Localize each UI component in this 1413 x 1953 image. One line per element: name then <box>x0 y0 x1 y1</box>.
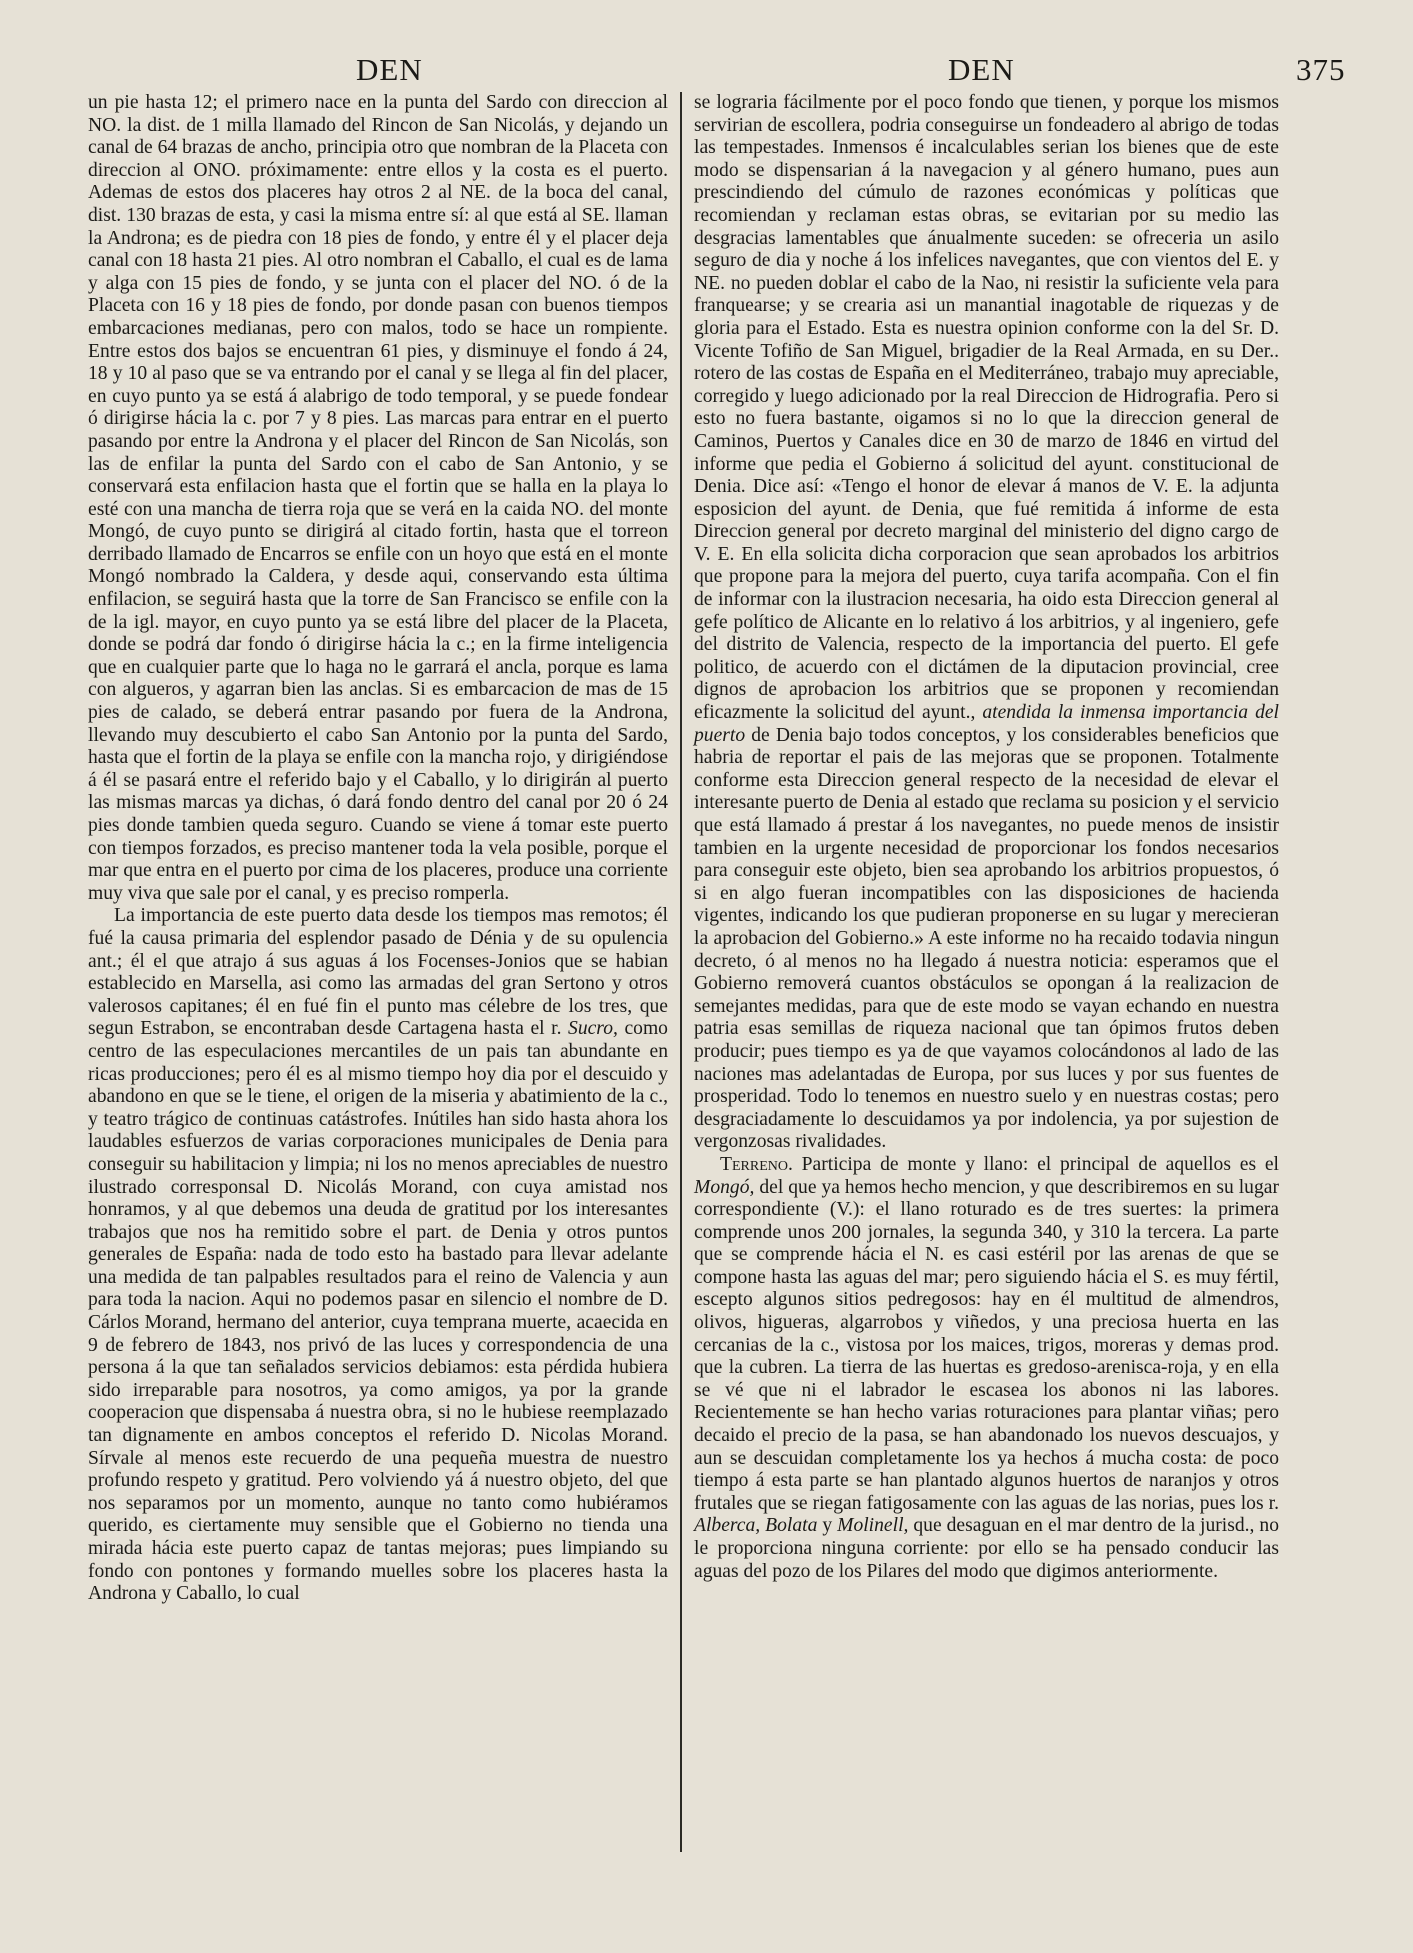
emphasis-text: atendida la inmensa importancia del puerto <box>694 702 1280 746</box>
river-names: Alberca, Bolata <box>694 1515 818 1537</box>
paragraph-text: de Denia bajo todos conceptos, y los considerables beneficios que habria de reportar el pais de las mejoras que se proponen. Totalmente conforme esta Direccion general respecto de la necesidad de elevar el interesante puerto de Denia al estado que reclama su posicion y el servicio que está llamado á prestar á los navegantes, no puede menos de insistir tambien en la urgente necesidad de proporcionar los fondos necesarios para conseguir este objeto, bien sea aprobando los arbitrios propuestos, ó si en algo fueran incompatibles con las disposiciones de hacienda vigentes, indicando los que pudieran proponerse en su lugar y merecieran la aprobacion del Gobierno.» A este informe no ha recaido todavia ningun decreto, ó al menos no ha llegado á nuestra noticia: esperamos que el Gobierno removerá cuantos obstáculos se opongan á la realizacion de semejantes medidas, para que de este modo se vayan echando en nuestra patria esas semillas de riqueza nacional que tan ópimos frutos deben producir; pues tiempo es ya de que vayamos colocándonos al lado de las naciones mas adelantadas de Europa, por sus luces y por sus fuentes de prosperidad. Todo lo tenemos en nuestro suelo y en nuestras costas; pero desgraciadamente lo descuidamos ya por indolencia, ya por sujestion de vergonzosas rivalidades. <box>694 724 1279 1153</box>
paragraph-text: Participa de monte y llano: el principal de aquellos es el <box>792 1153 1279 1175</box>
right-column <box>694 92 1279 1583</box>
paragraph <box>694 92 1279 1154</box>
paragraph-text: y <box>817 1515 838 1537</box>
paragraph-text: se lograria fácilmente por el poco fondo que tienen, y porque los mismos servirian de escollera, podria conseguirse un fondeadero al abrigo de todas las tempestades. Inmensos é incalculables serian los bienes que de este modo se dispensarian á la navegacion y al género humano, pues aun prescindiendo del cúmulo de razones económicas y políticas que recomiendan y reclaman estas obras, se evitarian por su medio las desgracias lamentables que ánualmente suceden: se ofreceria un asilo seguro de dia y noche á los infelices navegantes, que con vientos del E. y NE. no pueden doblar el cabo de la Nao, ni resistir la suficiente vela para franquearse; y se crearia asi un manantial inagotable de riquezas y de gloria para el Estado. Esta es nuestra opinion conforme con la del Sr. D. Vicente Tofiño de San Miguel, brigadier de la Real Armada, en su Der.. rotero de las costas de España en el Mediterráneo, trabajo muy apreciable, corregido y luego adicionado por la real Direccion de Hidrografia. Pero si esto no fuera bastante, oigamos si no lo que la direccion general de Caminos, Puertos y Canales dice en 30 de marzo de 1846 en virtud del informe que pedia el Gobierno á solicitud del ayunt. constitucional de Denia. Dice así: «Tengo el honor de elevar á manos de V. E. la adjunta esposicion del ayunt. de Denia, que fué remitida á informe de esta Direccion general por decreto marginal del ministerio del digno cargo de V. E. En ella solicita dicha corporacion que sean aprobados los arbitrios que propone para la mejora del puerto, cuya tarifa acompaña. Con el fin de informar con la ilustracion necesaria, ha oido esta Direccion general al gefe político de Alicante en lo relativo á los arbitrios, y al ingeniero, gefe del distrito de Valencia, respecto de la importancia del puerto. El gefe politico, de acuerdo con el dictámen de la diputacion provincial, cree dignos de aprobacion los arbitrios que se proponen y recomiendan eficazmente la solicitud del ayunt., <box>694 92 1279 724</box>
paragraph-text: del que ya hemos hecho mencion, y que describiremos en su lugar correspondiente (V.): el llano roturado es de tres suertes: la primera comprende unos 200 jornales, la segunda 340, y 310 la tercera. La parte que se comprende hácia el N. es casi estéril por las arenas de que se compone hasta las aguas del mar; pero siguiendo hácia el S. es muy fértil, escepto algunos sitios pedregosos: hay en él multitud de almendros, olivos, higueras, algarrobos y viñedos, y una preciosa huerta en las cercanias de la c., vistosa por los maices, trigos, moreras y demas prod. que la cubren. La tierra de las huertas es gredoso-arenisca-roja, y en ella se vé que ni el labrador le escasea los abonos ni las labores. Recientemente se han hecho varias roturaciones para plantar viñas; pero decaido el precio de la pasa, se han abandonado los nuevos descuajos, y aun se descuidan completamente los ya hechos á mucha costa: de poco tiempo á esta parte se han plantado algunos huertos de naranjos y otros frutales que se riegan fatigosamente con las aguas de las norias, pues los r. <box>694 1176 1279 1514</box>
mountain-name: Mongó, <box>694 1176 755 1198</box>
running-header-left: DEN <box>356 52 423 87</box>
page-number: 375 <box>1296 52 1346 87</box>
river-name: Molinell, <box>837 1515 909 1537</box>
paragraph <box>88 905 668 1605</box>
column-divider <box>680 92 682 1852</box>
section-heading: Terreno. <box>720 1153 793 1175</box>
paragraph-terreno <box>694 1154 1279 1583</box>
paragraph-text: como centro de las especulaciones mercantiles de un pais tan abundante en ricas producciones; pero él es al mismo tiempo hoy dia por el descuido y abandono en que se le tiene, el origen de la miseria y abatimiento de la c., y teatro trágico de continuas catástrofes. Inútiles han sido hasta ahora los laudables esfuerzos de varias corporaciones municipales de Denia para conseguir su habilitacion y limpia; ni los no menos apreciables de nuestro ilustrado corresponsal D. Nicolás Morand, con cuya amistad nos honramos, y al que debemos una deuda de gratitud por los interesantes trabajos que nos ha remitido sobre el part. de Denia y otros puntos generales de España: nada de todo esto ha bastado para llevar adelante una medida de tan palpables resultados para el reino de Valencia y aun para toda la nacion. Aqui no podemos pasar en silencio el nombre de D. Cárlos Morand, hermano del anterior, cuya temprana muerte, acaecida en 9 de febrero de 1843, nos privó de las luces y correspondencia de una persona á la que tan señalados servicios debiamos: esta pérdida hubiera sido irreparable para nosotros, ya como amigos, ya por la grande cooperacion que dispensaba á nuestra obra, si no le hubiese reemplazado tan dignamente en ambos conceptos el referido D. Nicolas Morand. Sírvale al menos este recuerdo de una pequeña muestra de nuestro profundo respeto y gratitud. Pero volviendo yá á nuestro objeto, del que nos separamos por un momento, aunque no tanto como hubiéramos querido, es ciertamente muy sensible que el Gobierno no tienda una mirada hácia este puerto capaz de tantas mejoras; pues limpiando su fondo con pontones y formando muelles sobre los placeres hasta la Androna y Caballo, lo cual <box>88 1018 668 1605</box>
paragraph-text: La importancia de este puerto data desde los tiempos mas remotos; él fué la causa primaria del esplendor pasado de Dénia y de su opulencia ant.; él el que atrajo á sus aguas á los Focenses-Jonios que se habian establecido en Marsella, asi como las armadas del gran Sertono y otros valerosos capitanes; él en fué fin el punto mas célebre de los tres, que segun Estrabon, se encontraban desde Cartagena hasta el r. <box>88 905 668 1040</box>
running-header-center: DEN <box>948 52 1015 87</box>
river-name: Sucro, <box>568 1018 618 1040</box>
paragraph-text: que desaguan en el mar dentro de la jurisd., no le proporciona ninguna corriente: por ello se ha pensado conducir las aguas del pozo de los Pilares del modo que digimos anteriormente. <box>694 1515 1279 1582</box>
paragraph <box>88 92 668 905</box>
left-column <box>88 92 668 1606</box>
paragraph-text: un pie hasta 12; el primero nace en la punta del Sardo con direccion al NO. la dist. de 1 milla llamado del Rincon de San Nicolás, y dejando un canal de 64 brazas de ancho, principia otro que nombran de la Placeta con direccion al ONO. próximamente: entre ellos y la costa es el puerto. Ademas de estos dos placeres hay otros 2 al NE. de la boca del canal, dist. 130 brazas de esta, y casi la misma entre sí: al que está al SE. llaman la Androna; es de piedra con 18 pies de fondo, y entre él y el placer deja canal con 18 hasta 21 pies. Al otro nombran el Caballo, el cual es de lama y alga con 15 pies de fondo, y se junta con el placer del NO. ó de la Placeta con 16 y 18 pies de fondo, por donde pasan con buenos tiempos embarcaciones medianas, pero con malos, todo se hace un rompiente. Entre estos dos bajos se encuentran 61 pies, y disminuye el fondo á 24, 18 y 10 al paso que se va entrando por el canal y se llega al fin del placer, en cuyo punto ya se está á alabrigo de todo temporal, y se puede fondear ó dirigirse hácia la c. por 7 y 8 pies. Las marcas para entrar en el puerto pasando por entre la Androna y el placer del Rincon de San Nicolás, son las de enfilar la punta del Sardo con el cabo de San Antonio, y se conservará esta enfilacion hasta que el fortin que se halla en la playa lo esté con una mancha de tierra roja que se verá en la caida NO. del monte Mongó, de cuyo punto se dirigirá al citado fortin, hasta que el torreon derribado llamado de Encarros se enfile con un hoyo que está en el monte Mongó nombrado la Caldera, y desde aqui, conservando esta última enfilacion, se seguirá hasta que la torre de San Francisco se enfile con la de la igl. mayor, en cuyo punto ya se está libre del placer de la Placeta, donde se podrá dar fondo ó dirigirse hácia la c.; en la firme inteligencia que en cualquier parte que lo haga no le garrará el ancla, porque es lama con algueros, y agarran bien las anclas. Si es embarcacion de mas de 15 pies de calado, se deberá entrar pasando por fuera de la Androna, llevando muy descubierto el cabo San Antonio por la punta del Sardo, hasta que el fortin de la playa se enfile con la mancha rojo, y dirigiéndose á él se pasará entre el referido bajo y el Caballo, y lo dirigirán al puerto las mismas marcas ya dichas, ó dará fondo dentro del canal por 20 ó 24 pies donde tambien queda seguro. Cuando se viene á tomar este puerto con tiempos forzados, es preciso mantener toda la vela posible, porque el mar que entra en el puerto por cima de los placeres, produce una corriente muy viva que sale por el canal, y es preciso romperla. <box>88 92 668 904</box>
